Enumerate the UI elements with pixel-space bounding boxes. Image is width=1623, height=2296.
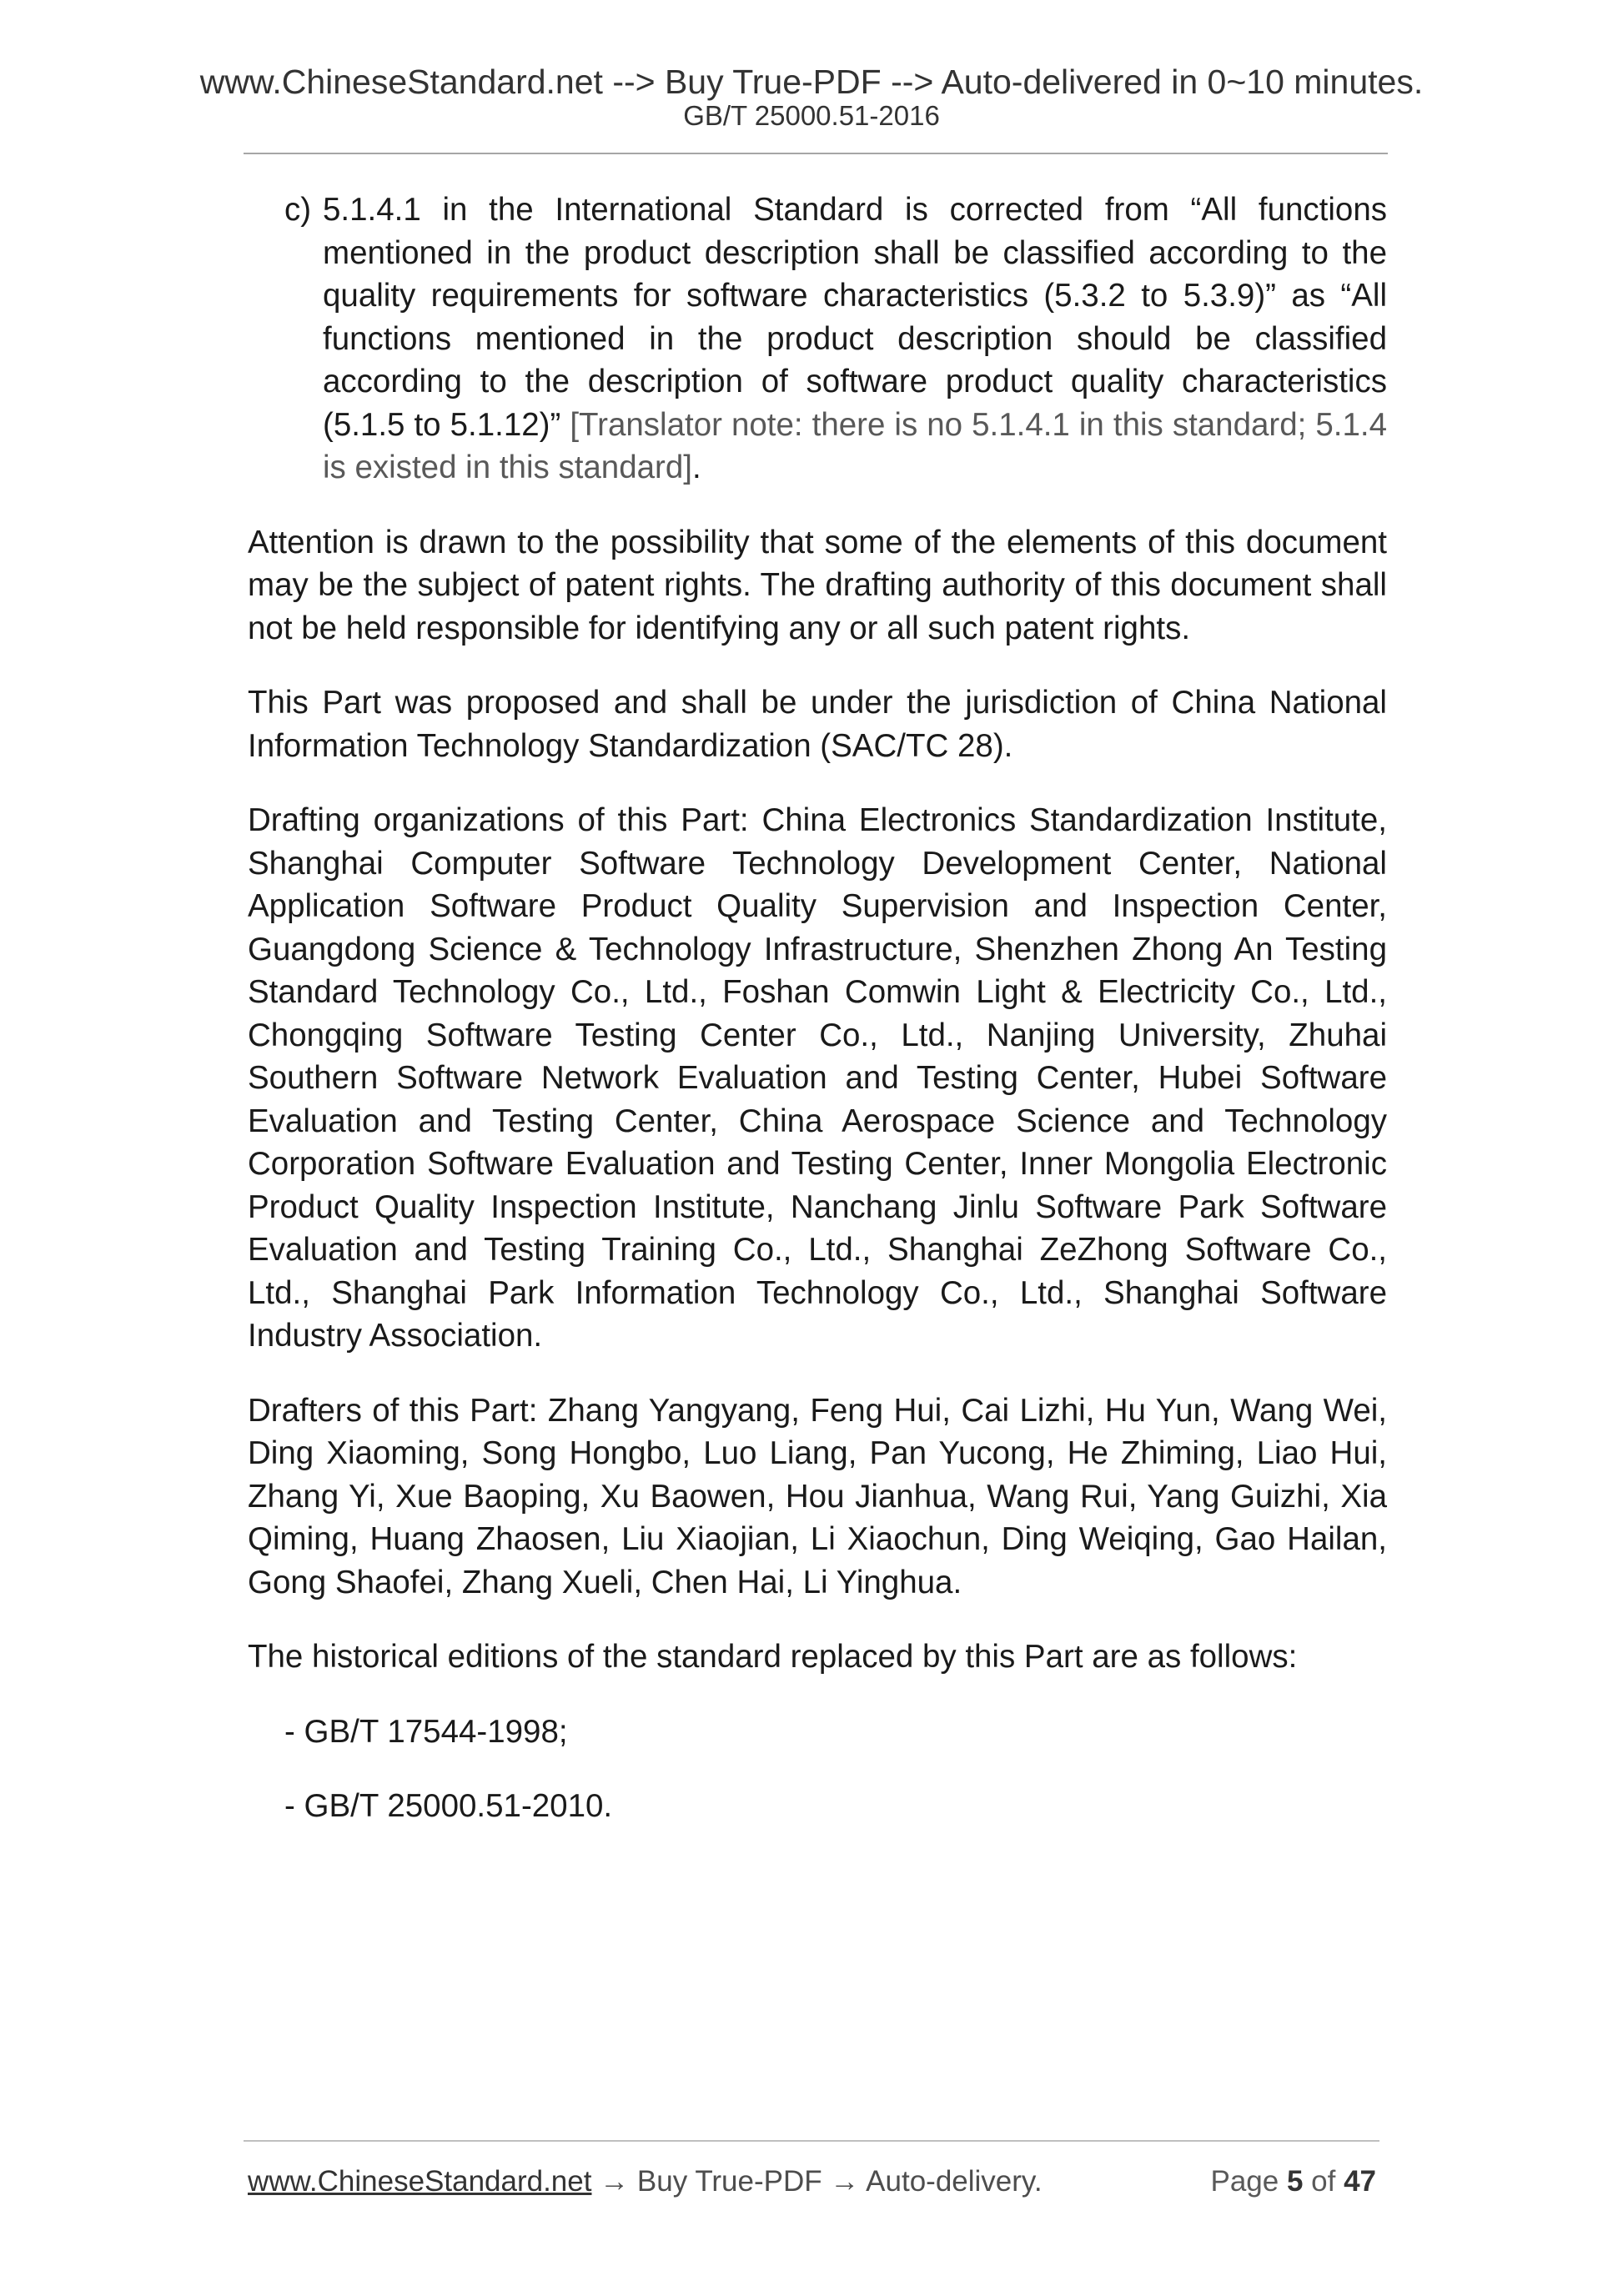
paragraph-proposed: This Part was proposed and shall be under the jurisdiction of China National Information Technology Standardization (SAC/TC 28). (248, 685, 1387, 764)
paragraph-drafting-organizations: Drafting organizations of this Part: China Electronics Standardization Institute, Shanghai Computer Software Technology Development Center, National Application Software Product Quality Supervision and Inspection Center, Guangdong Science & Technology Infrastructure, Shenzhen Zhong An Testing Standard Technology Co., Ltd., Foshan Comwin Light & Electricity Co., Ltd., Chongqing Software Testing Center Co., Ltd., Nanjing University, Zhuhai Southern Software Network Evaluation and Testing Center, Hubei Software Evaluation and Testing Center, China Aerospace Science and Technology Corporation Software Evaluation and Testing Center, Inner Mongolia Electronic Product Quality Inspection Institute, Nanchang Jinlu Software Park Software Evaluation and Testing Training Co., Ltd., Shanghai ZeZhong Software Co., Ltd., Shanghai Park Information Technology Co., Ltd., Shanghai Software Industry Association. (248, 802, 1387, 1354)
top-banner: www.ChineseStandard.net --> Buy True-PDF --> Auto-delivered in 0~10 minutes. (199, 63, 1424, 101)
page-label: Page (1210, 2165, 1287, 2198)
paragraph-drafters: Drafters of this Part: Zhang Yangyang, Feng Hui, Cai Lizhi, Hu Yun, Wang Wei, Ding Xiaoming, Song Hongbo, Luo Liang, Pan Yucong, He Zhiming, Liao Hui, Zhang Yi, Xue Baoping, Xu Baowen, Hou Jianhua, Wang Rui, Yang Guizhi, Xia Qiming, Huang Zhaosen, Liu Xiaojian, Li Xiaochun, Ding Weiqing, Gao Hailan, Gong Shaofei, Zhang Xueli, Chen Hai, Li Yinghua. (248, 1392, 1387, 1600)
item-c-end: . (691, 450, 701, 485)
translator-note: [Translator note: there is no 5.1.4.1 in this standard; 5.1.4 is existed in this standard] (323, 406, 1388, 485)
edition-item: - GB/T 17544-1998; (284, 1713, 568, 1750)
list-marker: c) (284, 192, 312, 228)
list-item-content (323, 188, 1387, 490)
footer-divider (244, 2140, 1379, 2142)
page-current: 5 (1286, 2165, 1304, 2198)
paragraph-history: The historical editions of the standard replaced by this Part are as follows: (248, 1639, 1298, 1675)
footer-tagline: → Buy True-PDF → Auto-delivery. (591, 2165, 1043, 2198)
header-divider (244, 153, 1388, 154)
paragraph-patent: Attention is drawn to the possibility that some of the elements of this document may be the subject of patent rights. The drafting authority of this document shall not be held responsible for identifying any or all such patent rights. (248, 524, 1387, 646)
item-c-text: 5.1.4.1 in the International Standard is corrected from “All functions mentioned in the product description shall be classified according to the quality requirements for software characteristics (5.3.2 to 5.3.9)” as “All functions mentioned in the product description should be classified according to the description of software product quality characteristics (5.1.5 to 5.1.12)” (323, 192, 1387, 443)
edition-item: - GB/T 25000.51-2010. (284, 1788, 613, 1824)
list-item-c (248, 188, 1387, 490)
page-of: of (1303, 2165, 1344, 2198)
page-total: 47 (1344, 2165, 1376, 2198)
document-code: GB/T 25000.51-2016 (683, 100, 940, 131)
page-number (1210, 2165, 1376, 2198)
footer-site-link[interactable]: www.ChineseStandard.net (248, 2165, 592, 2198)
footer-links (248, 2165, 1043, 2198)
page-body (248, 188, 1387, 1860)
